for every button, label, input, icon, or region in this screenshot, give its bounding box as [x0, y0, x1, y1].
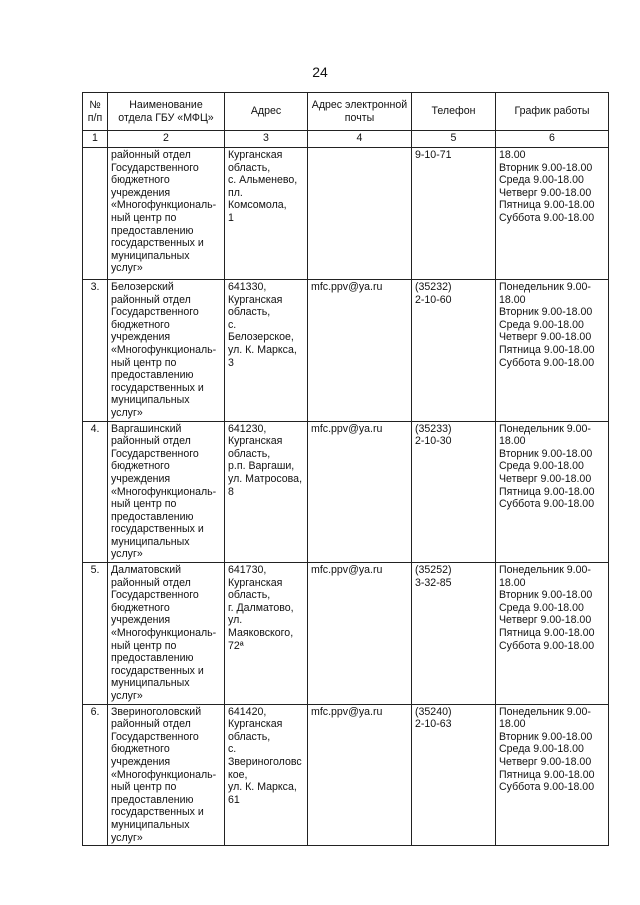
office-schedule: Понедельник 9.00- 18.00 Вторник 9.00-18.00 Среда 9.00-18.00 Четверг 9.00-18.00 Пятница 9.00-18.00 Суббота 9.00-18.00	[496, 421, 609, 563]
header-address: Адрес	[225, 93, 308, 131]
header-row	[83, 93, 609, 131]
office-schedule: Понедельник 9.00- 18.00 Вторник 9.00-18.00 Среда 9.00-18.00 Четверг 9.00-18.00 Пятница 9.00-18.00 Суббота 9.00-18.00	[496, 563, 609, 705]
row-num: 5.	[83, 563, 108, 705]
office-email: mfc.ppv@ya.ru	[308, 421, 412, 563]
column-index-row	[83, 131, 609, 148]
row-num: 3.	[83, 280, 108, 422]
row-num: 6.	[83, 704, 108, 846]
office-name: Звериноголовский районный отдел Государственного бюджетного учреждения «Многофункциональ- ный центр по предоставлению государственных и муниципальных услуг»	[108, 704, 225, 846]
office-email: mfc.ppv@ya.ru	[308, 280, 412, 422]
page-number: 24	[312, 64, 328, 80]
office-address: 641230, Курганская область, р.п. Варгаши, ул. Матросова, 8	[225, 421, 308, 563]
office-schedule: Понедельник 9.00- 18.00 Вторник 9.00-18.00 Среда 9.00-18.00 Четверг 9.00-18.00 Пятница 9.00-18.00 Суббота 9.00-18.00	[496, 704, 609, 846]
column-index: 1	[83, 131, 108, 148]
header-name: Наименование отдела ГБУ «МФЦ»	[108, 93, 225, 131]
column-index: 5	[412, 131, 496, 148]
column-index: 2	[108, 131, 225, 148]
table-row	[83, 704, 609, 846]
office-phone: (35233) 2-10-30	[412, 421, 496, 563]
office-name: Далматовский районный отдел Государственного бюджетного учреждения «Многофункциональ- ный центр по предоставлению государственных и муниципальных услуг»	[108, 563, 225, 705]
table-row	[83, 421, 609, 563]
office-name: Белозерский районный отдел Государственного бюджетного учреждения «Многофункциональ- ный центр по предоставлению государственных и муниципальных услуг»	[108, 280, 225, 422]
column-index: 3	[225, 131, 308, 148]
header-schedule: График работы	[496, 93, 609, 131]
table-row	[83, 563, 609, 705]
office-name: районный отдел Государственного бюджетного учреждения «Многофункциональ- ный центр по предоставлению государственных и муниципальных услуг»	[108, 148, 225, 280]
office-address: 641730, Курганская область, г. Далматово, ул. Маяковского, 72ª	[225, 563, 308, 705]
office-address: 641330, Курганская область, с. Белозерское, ул. К. Маркса, 3	[225, 280, 308, 422]
row-num	[83, 148, 108, 280]
office-email	[308, 148, 412, 280]
table-row	[83, 280, 609, 422]
office-phone: 9-10-71	[412, 148, 496, 280]
office-address: Курганская область, с. Альменево, пл. Комсомола, 1	[225, 148, 308, 280]
office-schedule: Понедельник 9.00- 18.00 Вторник 9.00-18.00 Среда 9.00-18.00 Четверг 9.00-18.00 Пятница 9.00-18.00 Суббота 9.00-18.00	[496, 280, 609, 422]
header-num: № п/п	[83, 93, 108, 131]
office-phone: (35252) 3-32-85	[412, 563, 496, 705]
office-schedule: 18.00 Вторник 9.00-18.00 Среда 9.00-18.00 Четверг 9.00-18.00 Пятница 9.00-18.00 Суббота 9.00-18.00	[496, 148, 609, 280]
office-phone: (35232) 2-10-60	[412, 280, 496, 422]
office-email: mfc.ppv@ya.ru	[308, 704, 412, 846]
header-email: Адрес электронной почты	[308, 93, 412, 131]
mfc-offices-table	[82, 92, 609, 846]
office-name: Варгашинский районный отдел Государственного бюджетного учреждения «Многофункциональ- ный центр по предоставлению государственных и муниципальных услуг»	[108, 421, 225, 563]
column-index: 4	[308, 131, 412, 148]
office-address: 641420, Курганская область, с. Звериноголовс кое, ул. К. Маркса, 61	[225, 704, 308, 846]
table-row-continued	[83, 148, 609, 280]
office-email: mfc.ppv@ya.ru	[308, 563, 412, 705]
header-phone: Телефон	[412, 93, 496, 131]
row-num: 4.	[83, 421, 108, 563]
office-phone: (35240) 2-10-63	[412, 704, 496, 846]
column-index: 6	[496, 131, 609, 148]
